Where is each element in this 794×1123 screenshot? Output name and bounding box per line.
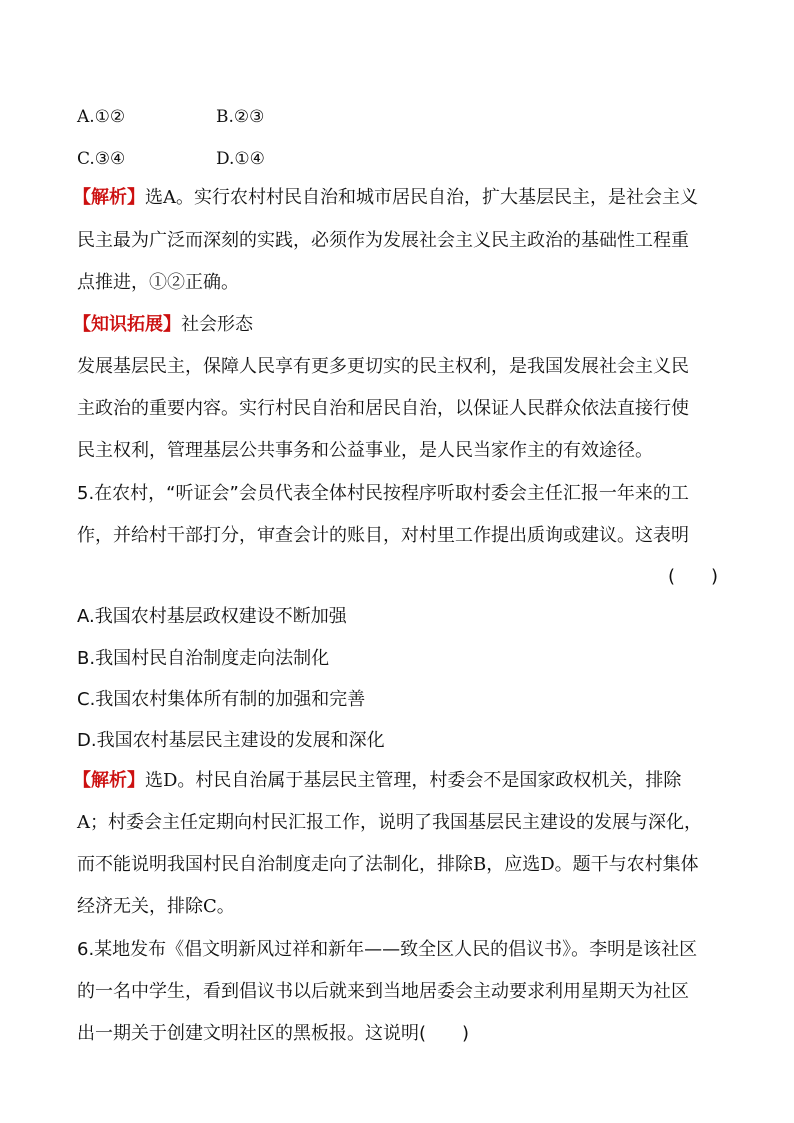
q5-option-b: B.我国村民自治制度走向法制化 [77,648,330,669]
knowledge-tag: 【知识拓展】 [73,314,181,335]
q4-analysis-tag: 【解析】 [73,187,145,208]
q5-analysis-line-2: A；村委会主任定期向村民汇报工作，说明了我国基层民主建设的发展与深化， [77,812,702,833]
q5-analysis-line-3: 而不能说明我国村民自治制度走向了法制化，排除B，应选D。题干与农村集体 [77,854,699,875]
q4-option-a: A.①② [77,107,126,127]
q4-analysis-text-1: 选A。实行农村村民自治和城市居民自治，扩大基层民主，是社会主义 [145,187,698,208]
q4-analysis-line-1 [73,187,698,209]
knowledge-line-2: 主政治的重要内容。实行村民自治和居民自治，以保证人民群众依法直接行使 [77,398,689,419]
q5-analysis-line-1 [73,770,681,792]
q5-analysis-line-4: 经济无关，排除C。 [77,896,235,917]
q5-stem-line-2: 作，并给村干部打分，审查会计的账目，对村里工作提出质询或建议。这表明 [77,525,689,546]
q4-option-b: B.②③ [216,107,265,127]
q4-option-c: C.③④ [77,149,126,169]
q4-option-d: D.①④ [216,149,265,169]
q6-stem-line-3: 出一期关于创建文明社区的黑板报。这说明( ) [77,1023,470,1044]
q4-analysis-line-2: 民主最为广泛而深刻的实践，必须作为发展社会主义民主政治的基础性工程重 [77,230,689,251]
knowledge-heading [73,314,253,336]
q5-analysis-tag: 【解析】 [73,770,145,791]
knowledge-line-3: 民主权利，管理基层公共事务和公益事业，是人民当家作主的有效途径。 [77,440,653,461]
knowledge-line-1: 发展基层民主，保障人民享有更多更切实的民主权利，是我国发展社会主义民 [77,356,689,377]
q6-stem-line-2: 的一名中学生，看到倡议书以后就来到当地居委会主动要求利用星期天为社区 [77,981,689,1002]
q5-option-a: A.我国农村基层政权建设不断加强 [77,606,347,627]
q4-analysis-line-3: 点推进，①②正确。 [77,272,239,293]
q5-stem-line-1: 5.在农村，“听证会”会员代表全体村民按程序听取村委会主任汇报一年来的工 [77,483,689,504]
q5-analysis-text-1: 选D。村民自治属于基层民主管理，村委会不是国家政权机关，排除 [145,770,682,791]
q6-stem-line-1: 6.某地发布《倡文明新风过祥和新年——致全区人民的倡议书》。李明是该社区 [77,939,698,960]
knowledge-title: 社会形态 [181,314,253,335]
q5-option-d: D.我国农村基层民主建设的发展和深化 [77,730,385,751]
q5-option-c: C.我国农村集体所有制的加强和完善 [77,689,366,710]
q5-answer-paren: ( ) [668,566,719,587]
